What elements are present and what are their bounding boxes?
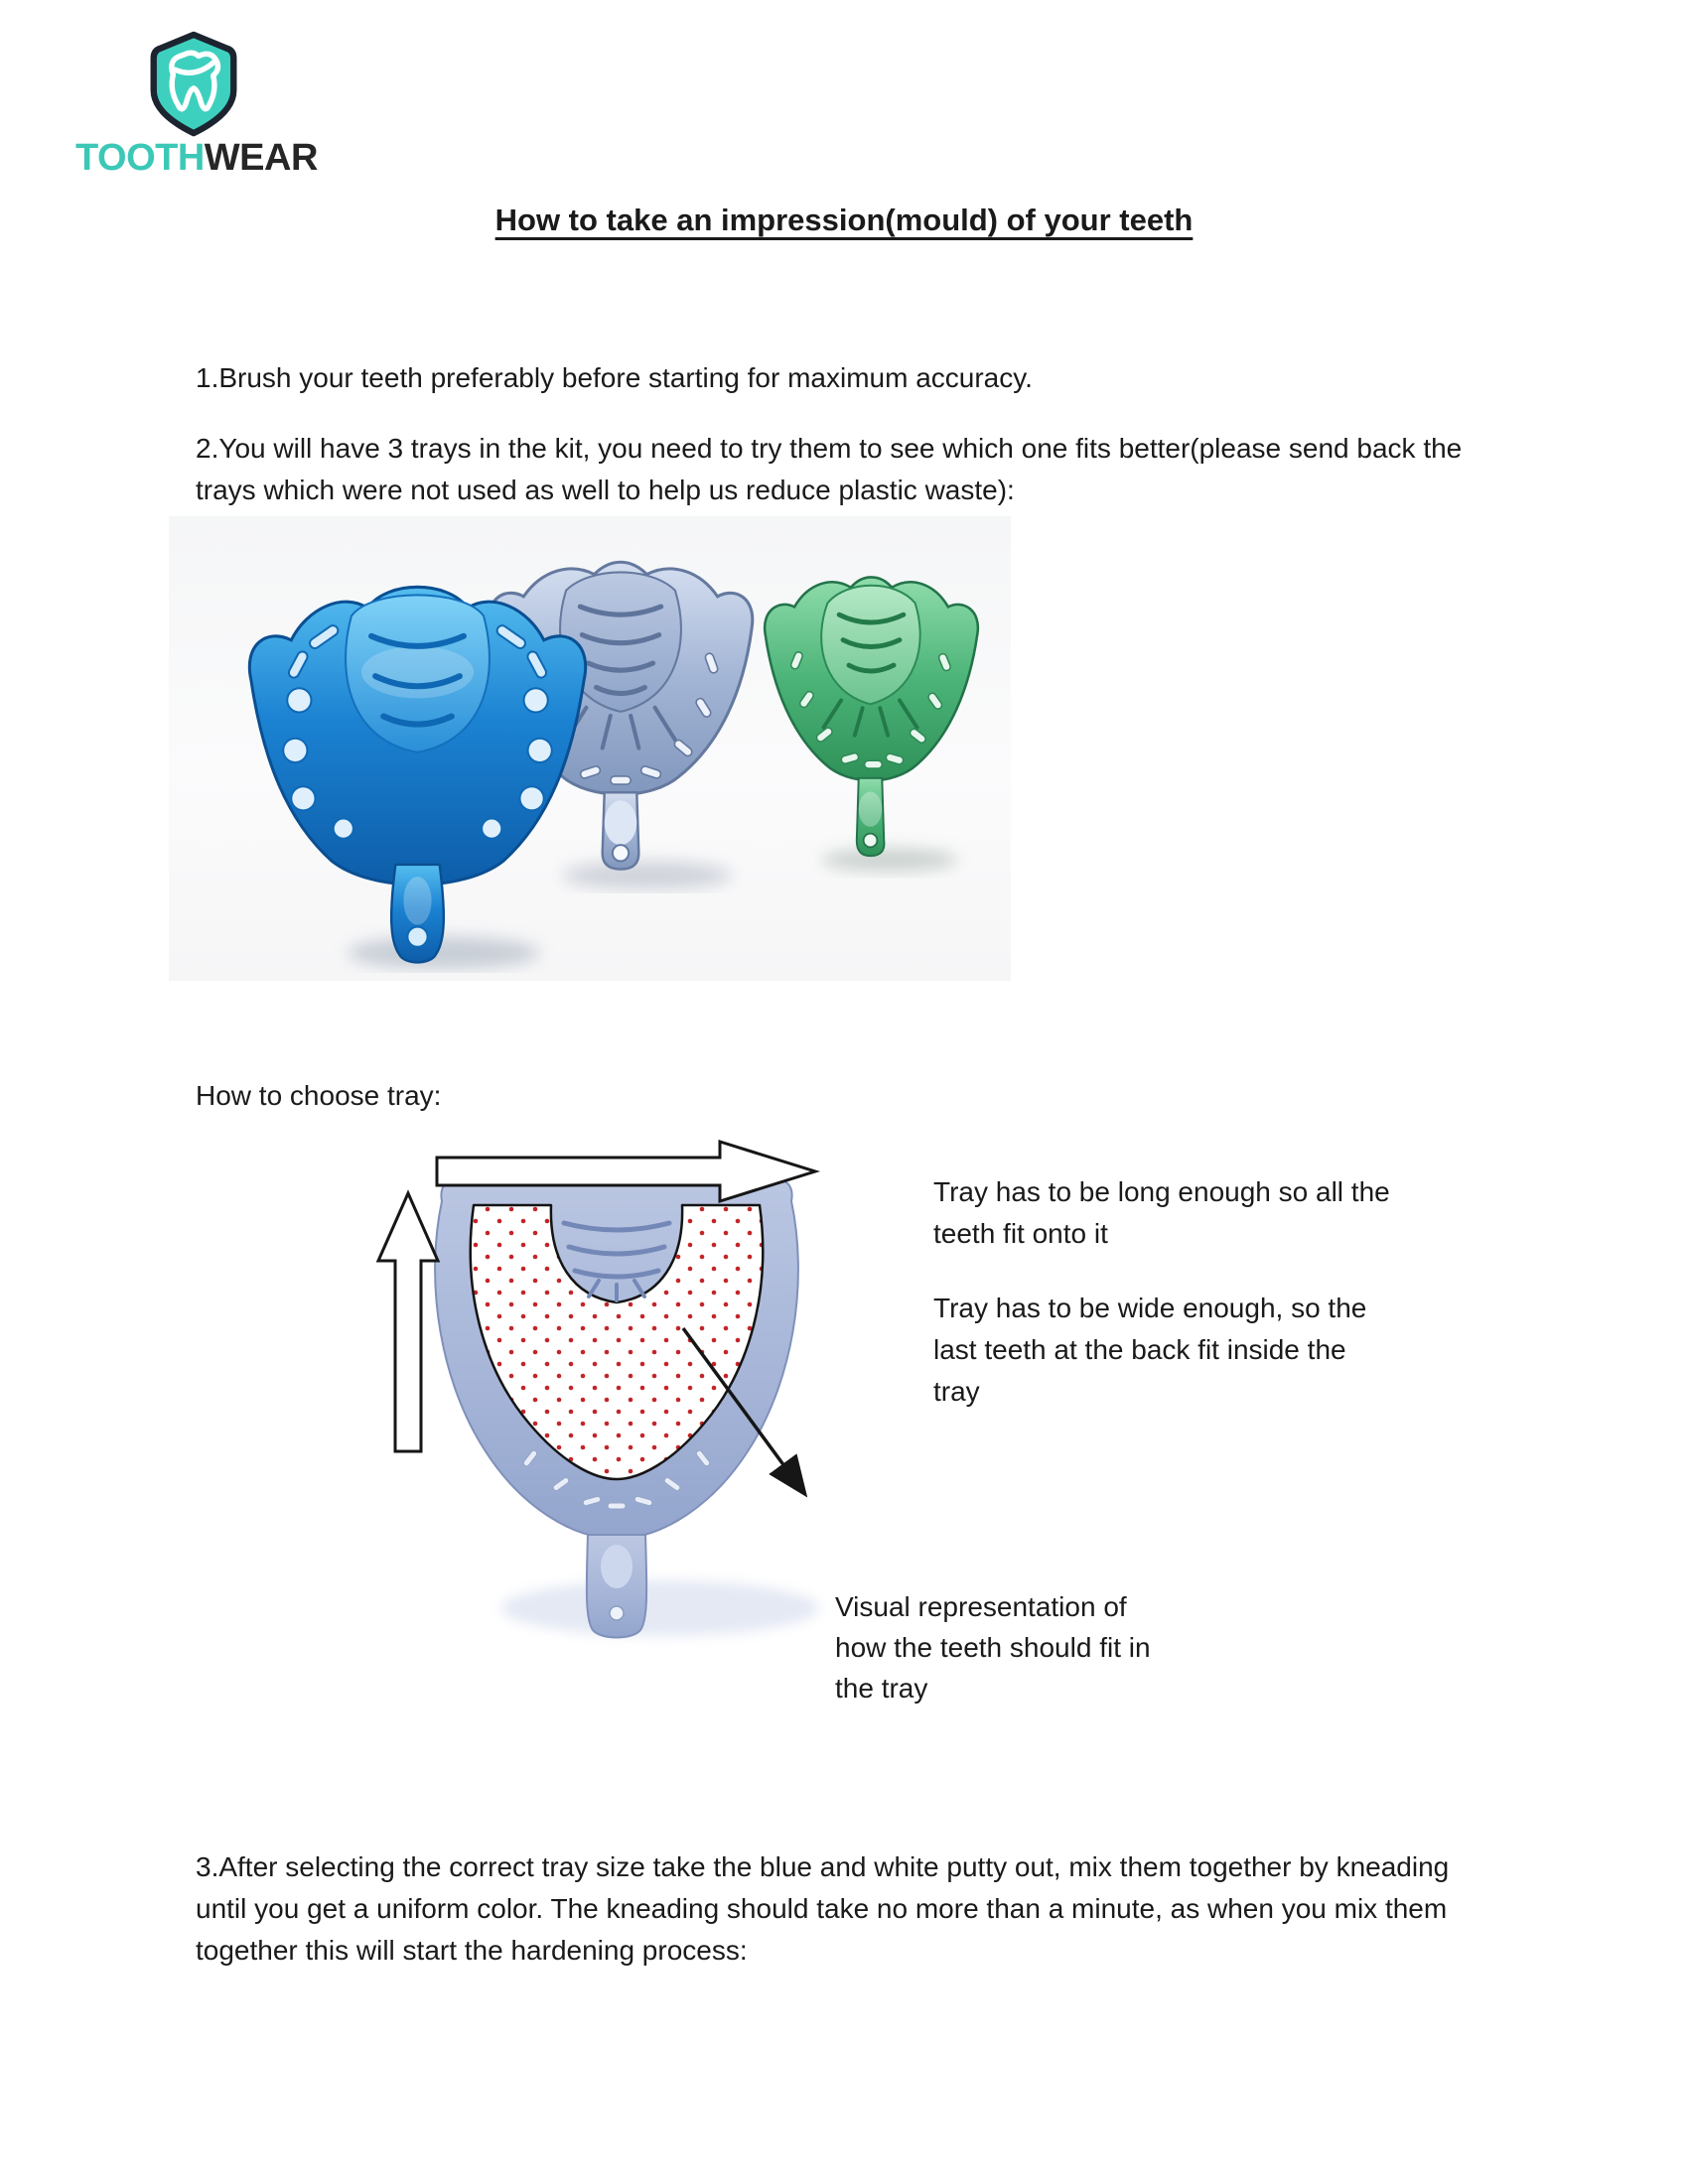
diagram-caption: Visual representation of how the teeth should fit in the tray bbox=[835, 1591, 1151, 1704]
page-title: How to take an impression(mould) of your teeth bbox=[494, 203, 1194, 237]
tray-kit-photo bbox=[169, 516, 1011, 981]
choose-tray-heading: How to choose tray: bbox=[196, 1080, 442, 1111]
annotation-tray-length: Tray has to be long enough so all the teeth fit onto it bbox=[933, 1176, 1390, 1249]
brand-wordmark bbox=[75, 137, 318, 180]
brand-secondary: WEAR bbox=[204, 137, 318, 179]
small-green-tray-image bbox=[750, 561, 993, 879]
width-arrow bbox=[378, 1193, 438, 1451]
step-3-text: 3.After selecting the correct tray size take the blue and white putty out, mix them together by kneading until you get a uniform color. The kneading should take no more than a minute, as when you mix them together this will start the hardening process: bbox=[196, 1851, 1450, 1966]
step-1-text: 1.Brush your teeth preferably before starting for maximum accuracy. bbox=[196, 362, 1033, 393]
large-blue-tray-image bbox=[226, 556, 609, 973]
step-2-text: 2.You will have 3 trays in the kit, you need to try them to see which one fits better(please send back the trays which were not used as well to help us reduce plastic waste): bbox=[196, 433, 1463, 505]
toothwear-logo bbox=[140, 30, 247, 139]
annotation-tray-width: Tray has to be wide enough, so the last teeth at the back fit inside the tray bbox=[933, 1293, 1367, 1407]
tray-fit-diagram bbox=[362, 1132, 859, 1658]
tooth-shield-icon bbox=[140, 30, 247, 139]
brand-primary: TOOTH bbox=[75, 137, 205, 179]
